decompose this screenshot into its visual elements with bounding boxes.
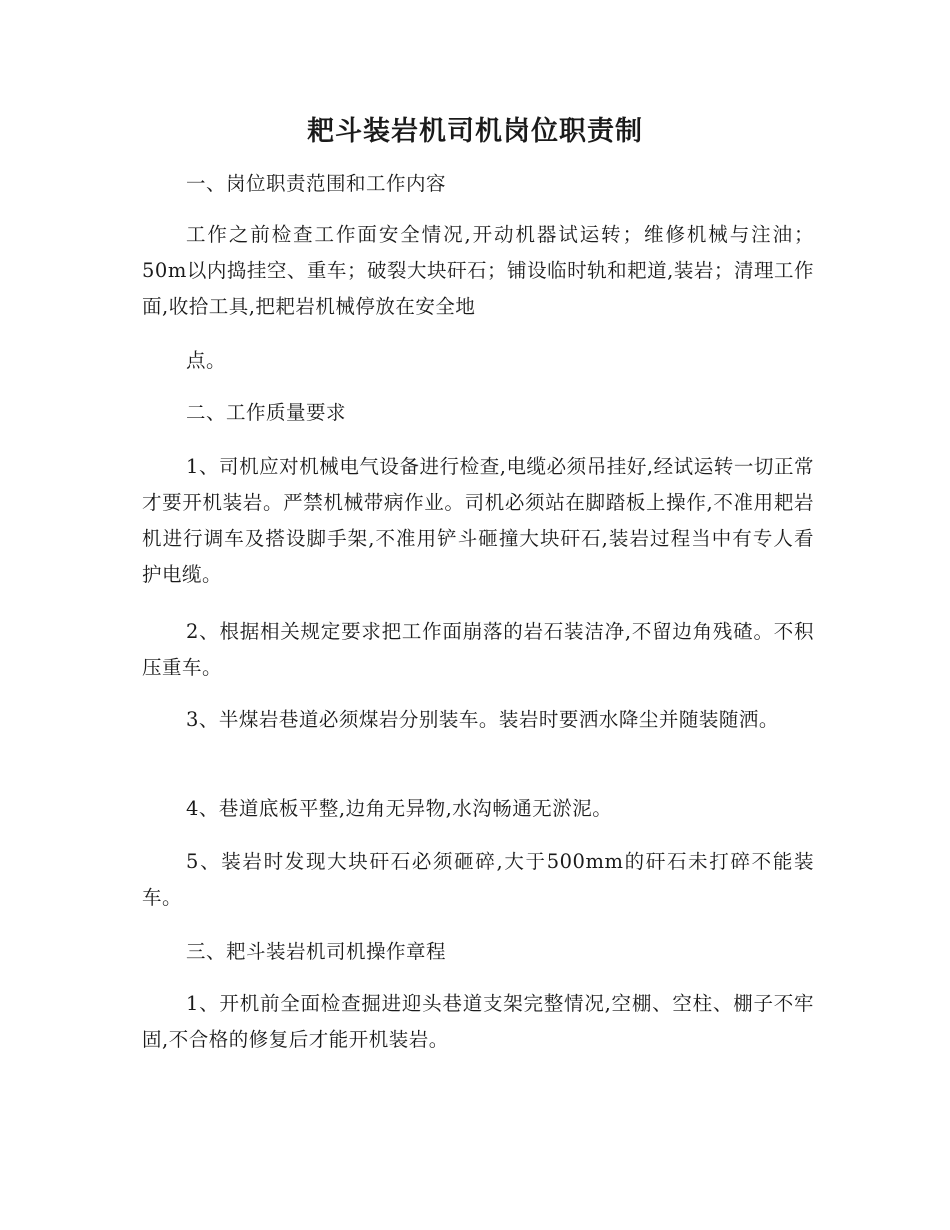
section-3-item-1: 1、开机前全面检查掘进迎头巷道支架完整情况,空棚、空柱、棚子不牢固,不合格的修复后才能开机装岩。: [142, 992, 814, 1051]
document-title: 耙斗装岩机司机岗位职责制: [307, 116, 643, 147]
section-2-item-2: 2、根据相关规定要求把工作面崩落的岩石装洁净,不留边角残碴。不积压重车。: [142, 620, 814, 679]
section-2-item-4: 4、巷道底板平整,边角无异物,水沟畅通无淤泥。: [186, 797, 613, 820]
section-2-item-1: 1、司机应对机械电气设备进行检查,电缆必须吊挂好,经试运转一切正常才要开机装岩。严禁机械带病作业。司机必须站在脚踏板上操作,不准用耙岩机进行调车及搭设脚手架,不准用铲斗砸撞大块矸石,装岩过程当中有专人看护电缆。: [142, 455, 814, 586]
section-heading-3: 三、耙斗装岩机司机操作章程: [186, 940, 447, 963]
section-1-paragraph: 工作之前检查工作面安全情况,开动机器试运转；维修机械与注油；50m以内捣挂空、重车；破裂大块矸石；铺设临时轨和耙道,装岩；清理工作面,收拾工具,把耙岩机械停放在安全地: [142, 223, 814, 318]
section-heading-2: 二、工作质量要求: [186, 401, 347, 424]
section-1-paragraph-continued: 点。: [186, 349, 227, 372]
section-heading-1: 一、岗位职责范围和工作内容: [186, 172, 447, 195]
section-2-item-3: 3、半煤岩巷道必须煤岩分别装车。装岩时要洒水降尘并随装随洒。: [186, 708, 779, 731]
section-2-item-5: 5、装岩时发现大块矸石必须砸碎,大于500mm的矸石未打碎不能装车。: [142, 850, 814, 909]
